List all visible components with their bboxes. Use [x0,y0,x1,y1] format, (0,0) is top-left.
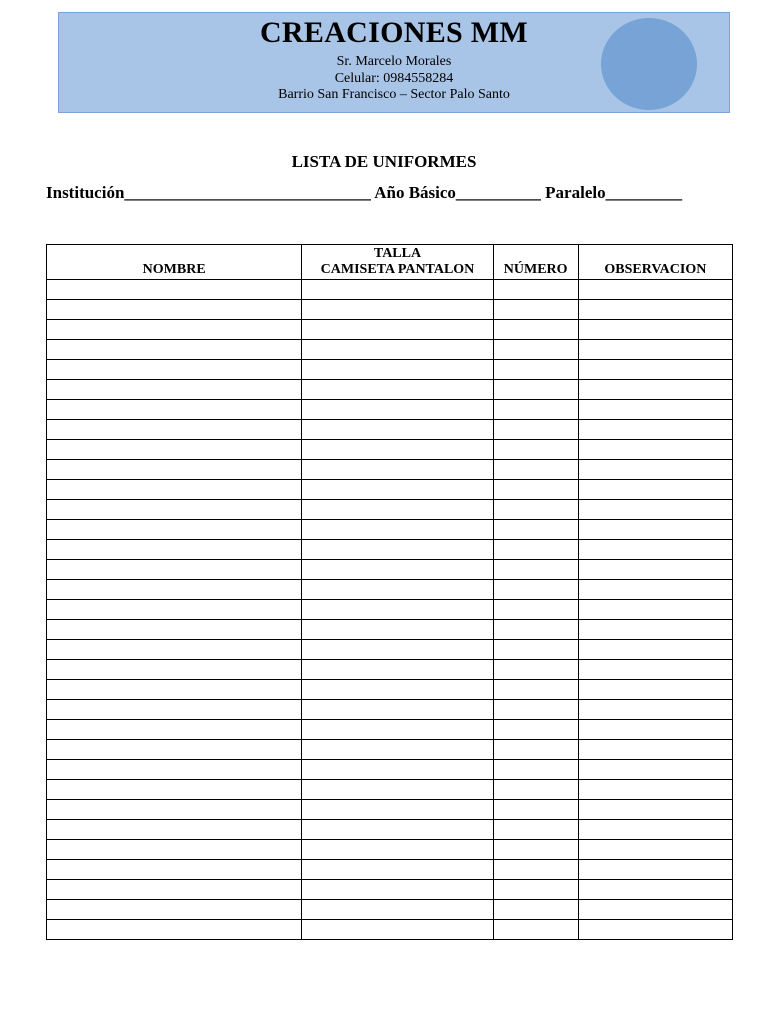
numero-cell [493,420,578,440]
uniform-list-table [46,244,733,940]
talla-cell [302,840,493,860]
table-row [47,640,733,660]
header-nombre: NOMBRE [47,245,302,280]
numero-cell [493,500,578,520]
talla-cell [302,560,493,580]
observacion-cell [578,900,732,920]
table-row [47,860,733,880]
numero-cell [493,440,578,460]
numero-cell [493,560,578,580]
observacion-cell [578,700,732,720]
nombre-cell [47,740,302,760]
nombre-cell [47,400,302,420]
observacion-cell [578,840,732,860]
nombre-cell [47,560,302,580]
talla-cell [302,420,493,440]
numero-cell [493,580,578,600]
observacion-cell [578,460,732,480]
numero-cell [493,800,578,820]
numero-cell [493,380,578,400]
table-row [47,600,733,620]
nombre-cell [47,600,302,620]
observacion-cell [578,400,732,420]
numero-cell [493,540,578,560]
nombre-cell [47,760,302,780]
nombre-cell [47,800,302,820]
table-row [47,580,733,600]
talla-cell [302,500,493,520]
numero-cell [493,620,578,640]
address: Barrio San Francisco – Sector Palo Santo [278,87,510,102]
nombre-cell [47,620,302,640]
talla-cell [302,360,493,380]
table-row [47,780,733,800]
numero-cell [493,860,578,880]
table-row [47,440,733,460]
table-row [47,740,733,760]
nombre-cell [47,840,302,860]
numero-cell [493,920,578,940]
numero-cell [493,700,578,720]
nombre-cell [47,920,302,940]
nombre-cell [47,780,302,800]
header-banner [58,12,730,113]
table-row [47,360,733,380]
table-row [47,280,733,300]
table-row [47,920,733,940]
numero-cell [493,460,578,480]
numero-cell [493,880,578,900]
numero-cell [493,840,578,860]
company-name: CREACIONES MM [259,16,529,49]
numero-cell [493,740,578,760]
table-row [47,900,733,920]
observacion-cell [578,760,732,780]
observacion-cell [578,860,732,880]
table-row [47,820,733,840]
talla-cell [302,440,493,460]
nombre-cell [47,880,302,900]
nombre-cell [47,360,302,380]
table-row [47,720,733,740]
observacion-cell [578,620,732,640]
numero-cell [493,900,578,920]
owner-name: Sr. Marcelo Morales [336,54,452,69]
observacion-cell [578,480,732,500]
observacion-cell [578,680,732,700]
nombre-cell [47,860,302,880]
numero-cell [493,520,578,540]
talla-cell [302,720,493,740]
nombre-cell [47,640,302,660]
numero-cell [493,600,578,620]
observacion-cell [578,440,732,460]
talla-cell [302,600,493,620]
nombre-cell [47,660,302,680]
talla-cell [302,380,493,400]
header-talla-label: TALLA [373,246,422,261]
nombre-cell [47,440,302,460]
table-body [47,280,733,940]
observacion-cell [578,920,732,940]
talla-cell [302,800,493,820]
nombre-cell [47,300,302,320]
observacion-cell [578,780,732,800]
observacion-cell [578,740,732,760]
talla-cell [302,400,493,420]
header-talla [302,245,493,280]
nombre-cell [47,420,302,440]
nombre-cell [47,500,302,520]
nombre-cell [47,320,302,340]
talla-cell [302,480,493,500]
numero-cell [493,760,578,780]
nombre-cell [47,520,302,540]
talla-cell [302,320,493,340]
nombre-cell [47,280,302,300]
numero-cell [493,280,578,300]
table-row [47,700,733,720]
talla-cell [302,640,493,660]
talla-cell [302,740,493,760]
table-row [47,680,733,700]
table-row [47,340,733,360]
observacion-cell [578,360,732,380]
table-row [47,520,733,540]
numero-cell [493,640,578,660]
observacion-cell [578,600,732,620]
header-numero: NÚMERO [493,245,578,280]
document-title: LISTA DE UNIFORMES [291,152,477,171]
talla-cell [302,880,493,900]
nombre-cell [47,680,302,700]
nombre-cell [47,820,302,840]
observacion-cell [578,320,732,340]
observacion-cell [578,560,732,580]
observacion-cell [578,640,732,660]
talla-cell [302,920,493,940]
talla-cell [302,340,493,360]
nombre-cell [47,540,302,560]
observacion-cell [578,820,732,840]
observacion-cell [578,340,732,360]
numero-cell [493,320,578,340]
talla-cell [302,660,493,680]
observacion-cell [578,300,732,320]
talla-cell [302,680,493,700]
talla-cell [302,540,493,560]
table-row [47,380,733,400]
nombre-cell [47,460,302,480]
header-observacion: OBSERVACION [578,245,732,280]
table-row [47,400,733,420]
observacion-cell [578,880,732,900]
table-row [47,480,733,500]
talla-cell [302,580,493,600]
table-row [47,420,733,440]
talla-cell [302,520,493,540]
nombre-cell [47,700,302,720]
numero-cell [493,360,578,380]
numero-cell [493,780,578,800]
talla-cell [302,760,493,780]
table-row [47,540,733,560]
table-row [47,560,733,580]
nombre-cell [47,720,302,740]
numero-cell [493,680,578,700]
nombre-cell [47,580,302,600]
numero-cell [493,720,578,740]
talla-cell [302,860,493,880]
table-row [47,320,733,340]
numero-cell [493,660,578,680]
institution-fill-line: Institución_____________________________ Año Básico__________ Paralelo_________ [46,183,683,202]
numero-cell [493,480,578,500]
observacion-cell [578,380,732,400]
numero-cell [493,820,578,840]
header-talla-sub-label: CAMISETA PANTALON [320,262,475,277]
talla-cell [302,900,493,920]
observacion-cell [578,800,732,820]
nombre-cell [47,340,302,360]
table-row [47,660,733,680]
table-row [47,500,733,520]
observacion-cell [578,500,732,520]
observacion-cell [578,420,732,440]
table-row [47,760,733,780]
nombre-cell [47,380,302,400]
observacion-cell [578,540,732,560]
table-row [47,300,733,320]
table-header-row [47,245,733,280]
table-row [47,620,733,640]
talla-cell [302,820,493,840]
table-row [47,800,733,820]
numero-cell [493,340,578,360]
phone-number: Celular: 0984558284 [334,71,454,86]
talla-cell [302,300,493,320]
table-row [47,840,733,860]
observacion-cell [578,580,732,600]
observacion-cell [578,280,732,300]
talla-cell [302,700,493,720]
observacion-cell [578,720,732,740]
table-row [47,460,733,480]
observacion-cell [578,660,732,680]
talla-cell [302,280,493,300]
nombre-cell [47,480,302,500]
numero-cell [493,400,578,420]
nombre-cell [47,900,302,920]
talla-cell [302,460,493,480]
observacion-cell [578,520,732,540]
table-row [47,880,733,900]
numero-cell [493,300,578,320]
talla-cell [302,780,493,800]
talla-cell [302,620,493,640]
